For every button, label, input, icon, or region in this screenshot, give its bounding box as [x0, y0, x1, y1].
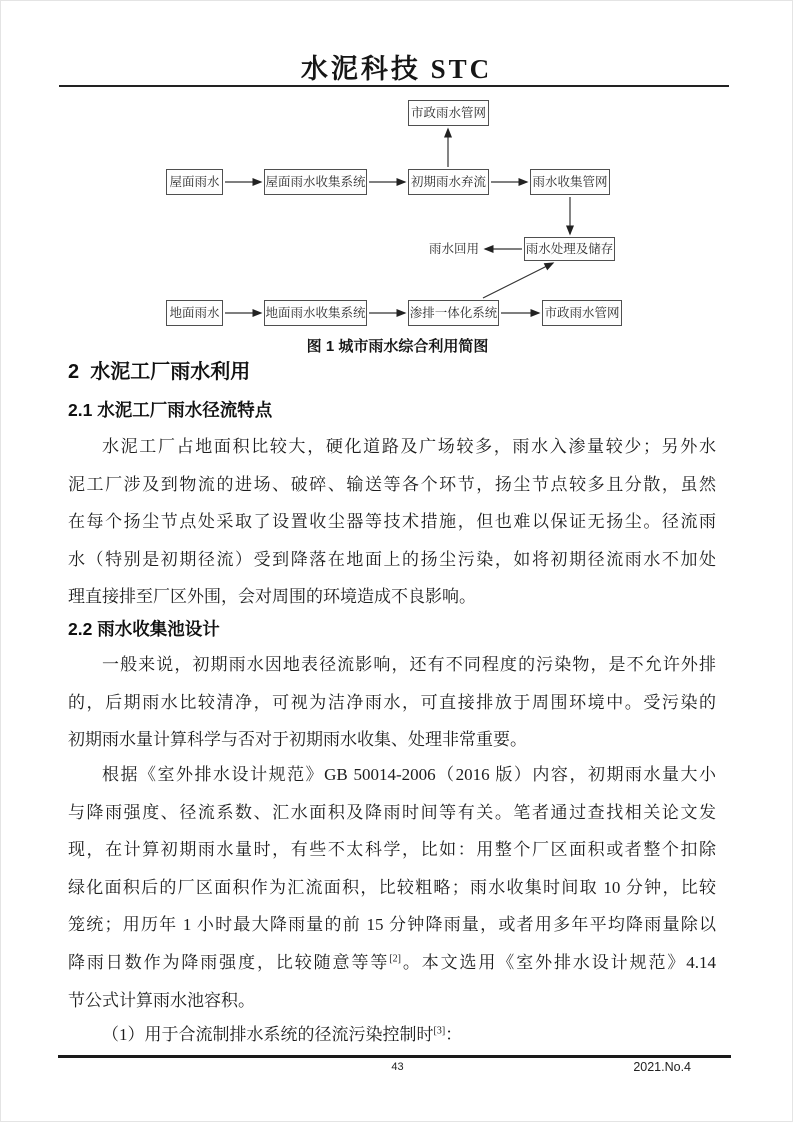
text-line: 在每个扬尘节点处采取了设置收尘器等技术措施，但也难以保证无扬尘。径流雨 — [68, 512, 716, 532]
text-line: 降雨日数作为降雨强度，比较随意等等[2]。本文选用《室外排水设计规范》4.14 — [68, 952, 717, 972]
issue-label: 2021.No.4 — [633, 1060, 691, 1074]
article-body — [68, 1, 716, 1122]
paragraph — [68, 428, 716, 616]
footer-rule — [58, 1055, 731, 1058]
flowchart-node: 市政雨水管网 — [408, 100, 489, 126]
flowchart-node: 初期雨水弃流 — [408, 169, 489, 195]
text-line: 一般来说，初期雨水因地表径流影响，还有不同程度的污染物，是不允许外排 — [102, 655, 716, 674]
text-line: 笼统；用历年 1 小时最大降雨量的前 15 分钟降雨量，或者用多年平均降雨量除以 — [68, 915, 716, 935]
text-line: （1）用于合流制排水系统的径流污染控制时[3]： — [102, 1025, 463, 1044]
flowchart-node: 市政雨水管网 — [542, 300, 622, 326]
text-line: 节公式计算雨水池容积。 — [68, 990, 255, 1010]
flowchart-node: 屋面雨水收集系统 — [264, 169, 367, 195]
flowchart-node: 雨水回用 — [428, 242, 479, 256]
text-line: 水泥工厂占地面积比较大，硬化道路及广场较多，雨水入渗量较少；另外水 — [102, 437, 716, 456]
flowchart-node: 地面雨水 — [166, 300, 223, 326]
text-line: 理直接排至厂区外围，会对周围的环境造成不良影响。 — [68, 587, 476, 607]
section-heading: 2.2 雨水收集池设计 — [68, 619, 220, 639]
section-heading: 2.1 水泥工厂雨水径流特点 — [68, 400, 273, 420]
text-line: 泥工厂涉及到物流的进场、破碎、输送等各个环节，扬尘节点较多且分散，虽然 — [68, 474, 716, 494]
flowchart-node: 屋面雨水 — [166, 169, 223, 195]
paragraph — [68, 756, 716, 1019]
text-line: 与降雨强度、径流系数、汇水面积及降雨时间等有关。笔者通过查找相关论文发 — [68, 802, 716, 822]
text-line: 水（特别是初期径流）受到降落在地面上的扬尘污染，如将初期径流雨水不加处 — [68, 549, 716, 569]
section-heading: 2 水泥工厂雨水利用 — [68, 361, 251, 383]
text-line: 的，后期雨水比较清净，可视为洁净雨水，可直接排放于周围环境中。受污染的 — [68, 692, 716, 712]
text-line: 现，在计算初期雨水量时，有些不太科学，比如：用整个厂区面积或者整个扣除 — [68, 840, 716, 860]
flowchart-node: 雨水处理及储存 — [524, 237, 615, 261]
figure-caption: 图 1 城市雨水综合利用简图 — [306, 338, 489, 355]
text-line: 根据《室外排水设计规范》GB 50014-2006（2016 版）内容，初期雨水量大小 — [102, 765, 716, 784]
text-line: 绿化面积后的厂区面积作为汇流面积，比较粗略；雨水收集时间取 10 分钟，比较 — [68, 877, 716, 897]
flowchart-node: 地面雨水收集系统 — [264, 300, 367, 326]
journal-title: 水泥科技 STC — [300, 54, 493, 84]
paragraph — [68, 1016, 716, 1054]
flowchart-node: 雨水收集管网 — [530, 169, 610, 195]
page-number: 43 — [391, 1061, 404, 1073]
flowchart-node: 渗排一体化系统 — [408, 300, 499, 326]
text-line: 初期雨水量计算科学与否对于初期雨水收集、处理非常重要。 — [68, 730, 527, 750]
paragraph — [68, 646, 716, 759]
